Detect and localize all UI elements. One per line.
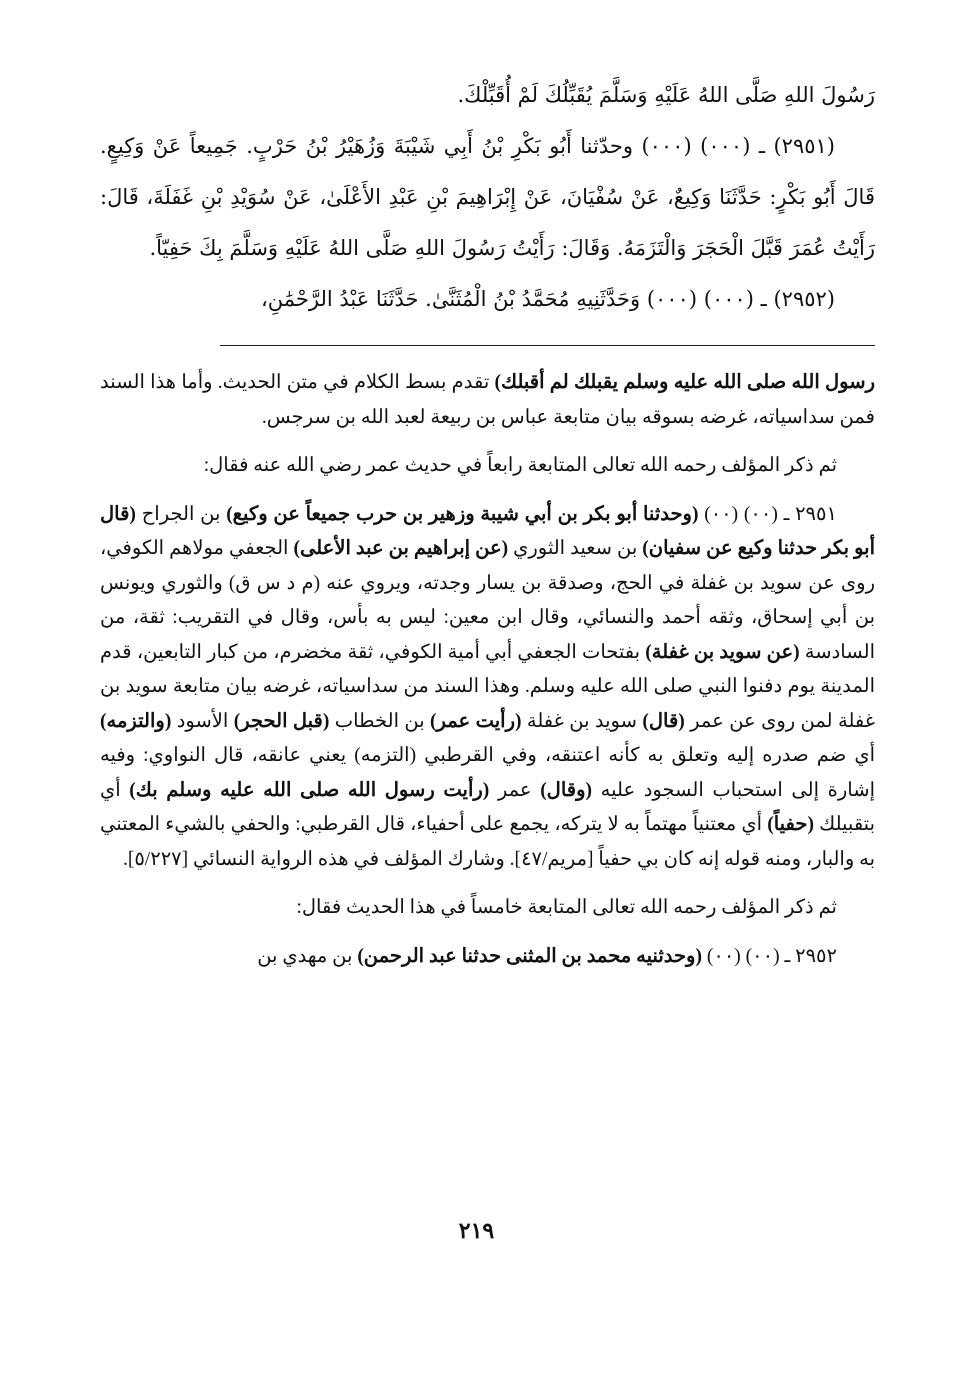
bold-quote: (قبل الحجر) (233, 710, 330, 732)
commentary-paragraph-4: ثم ذكر المؤلف رحمه الله تعالى المتابعة خامساً في هذا الحديث فقال: (296, 897, 837, 918)
commentary-text: أي معتنياً مهتماً به لا يتركه، يجمع على أحفياء، قال القرطبي: والحفي بالشيء المعتني به والبار، ومنه قوله إنه كان بي حفياً [مريم/٤٧]. وشارك المؤلف في هذه الرواية النسائي [٥/٢٢٧]. (100, 814, 875, 870)
hadith-line-continuation: رَسُولَ اللهِ صَلَّى اللهُ عَلَيْهِ وَسَلَّمَ يُقَبِّلُكَ لَمْ أُقَبِّلْكَ. (457, 83, 875, 107)
hadith-number: ٢٩٥١ ـ (٠٠) (٠٠) (698, 503, 837, 525)
commentary-text: بن الجراح (135, 503, 227, 525)
footnote-separator (220, 345, 875, 346)
commentary-paragraph-2: ثم ذكر المؤلف رحمه الله تعالى المتابعة رابعاً في حديث عمر رضي الله عنه فقال: (203, 455, 837, 476)
hadith-number: ٢٩٥٢ ـ (٠٠) (٠٠) (701, 945, 837, 967)
commentary-text: عمر (489, 779, 541, 801)
commentary-text: أي ضم صدره إليه وتعلق به كأنه اعتنقه، وفي القرطبي (التزمه) يعني عانقه، قال النواوي: وفيه إشارة إلى استحباب السجود عليه (100, 745, 875, 801)
bold-quote: (وحدثنيه محمد بن المثنى حدثنا عبد الرحمن) (357, 945, 702, 967)
commentary-section (100, 366, 875, 974)
commentary-text: بن سعيد الثوري (508, 538, 643, 559)
bold-quote: (عن إبراهيم بن عبد الأعلى) (293, 538, 509, 559)
commentary-text: بن مهدي بن (257, 945, 358, 967)
commentary-text: بن الخطاب (329, 710, 431, 732)
bold-quote: (والتزمه) (100, 710, 172, 732)
bold-quote: (قال) (642, 710, 685, 732)
hadith-2952: (٢٩٥٢) ـ (٠٠٠) (٠٠٠) وَحَدَّثَنِيهِ مُحَمَّدُ بْنُ الْمُثَنَّىٰ. حَدَّثَنَا عَبْدُ الرَّحْمَٰنِ، (260, 287, 835, 311)
hadith-2951: (٢٩٥١) ـ (٠٠٠) (٠٠٠) وحدّثنا أَبُو بَكْرِ بْنُ أَبِي شَيْبَةَ وَزُهَيْرُ بْنُ حَرْبٍ. جَمِيعاً عَنْ وَكِيعٍ. قَالَ أَبُو بَكْرٍ: حَدَّثَنَا وَكِيعٌ، عَنْ سُفْيَانَ، عَنْ إِبْرَاهِيمَ بْنِ عَبْدِ الأَعْلَىٰ، عَنْ سُوَيْدِ بْنِ غَفَلَةَ، قَالَ: رَأَيْتُ عُمَرَ قَبَّلَ الْحَجَرَ وَالْتَزَمَهُ. وَقَالَ: رَأَيْتُ رَسُولَ اللهِ صَلَّى اللهُ عَلَيْهِ وَسَلَّمَ بِكَ حَفِيّاً. (100, 134, 875, 260)
bold-quote: (حفياً) (767, 814, 814, 835)
bold-quote: رسول الله صلى الله عليه وسلم يقبلك لم أقبلك) (494, 372, 875, 393)
bold-quote: (وقال) (540, 779, 593, 801)
commentary-text: تقدم بسط الكلام في متن الحديث. وأما هذا السند فمن سداسياته، غرضه بسوقه بيان متابعة عباس بن ربيعة لعبد الله بن سرجس. (100, 372, 875, 428)
commentary-text: الأسود (171, 710, 234, 732)
bold-quote: (وحدثنا أبو بكر بن أبي شيبة وزهير بن حرب جميعاً عن وكيع) (226, 503, 699, 525)
bold-quote: (رأيت رسول الله صلى الله عليه وسلم بك) (129, 779, 490, 801)
commentary-text: بفتحات الجعفي أبي أمية الكوفي، ثقة مخضرم، من كبار التابعين، قدم المدينة يوم دفنوا النبي صلى الله عليه وسلم. وهذا السند من سداسياته، غرضه بيان متابعة سويد بن غفلة لمن روى عن عمر (100, 641, 875, 732)
bold-quote: (عن سويد بن غفلة) (645, 641, 800, 663)
commentary-text: سويد بن غفلة (521, 710, 643, 732)
book-page (100, 70, 875, 1320)
commentary-text: أي بتقبيلك (100, 779, 875, 835)
commentary-text: الجعفي مولاهم الكوفي، روى عن سويد بن غفلة في الحج، وصدقة بن يسار وجدته، ويروي عنه (م د س ق) والثوري ويونس بن أبي إسحاق، وثقه أحمد والنسائي، وقال ابن معين: ليس به بأس، وقال في التقريب: ثقة، من السادسة (100, 538, 875, 663)
commentary-paragraph-1 (100, 366, 875, 435)
page-number: ٢١٩ (458, 1218, 495, 1243)
hadith-text-section (100, 70, 875, 325)
bold-quote: (رأيت عمر) (430, 710, 522, 732)
commentary-paragraph-5 (100, 940, 875, 975)
bold-quote: (قال أبو بكر حدثنا وكيع عن سفيان) (100, 503, 876, 559)
commentary-paragraph-3 (100, 498, 875, 878)
